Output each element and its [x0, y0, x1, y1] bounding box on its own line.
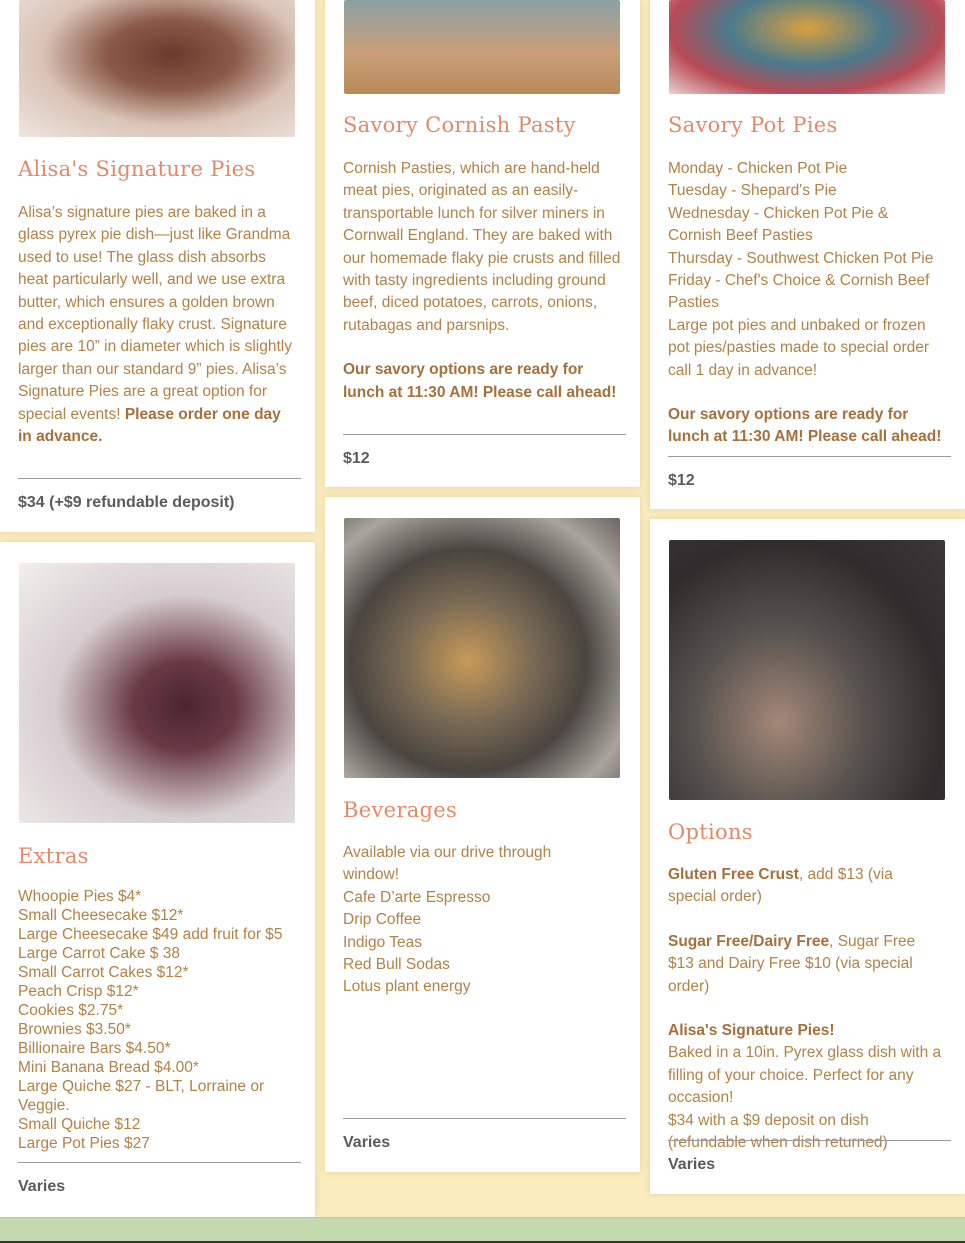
list-item: Mini Banana Bread $4.00*	[18, 1059, 199, 1076]
list-item: Brownies $3.50*	[18, 1021, 131, 1038]
divider	[343, 1118, 626, 1119]
price: Varies	[343, 1134, 391, 1151]
card-title: Beverages	[343, 798, 458, 822]
list-item: Cookies $2.75*	[18, 1002, 124, 1019]
signature-pie-image	[19, 0, 295, 137]
schedule-monday: Monday - Chicken Pot Pie	[668, 160, 848, 177]
signature-pies-detail: Baked in a 10in. Pyrex glass dish with a filling of your choice. Perfect for any occasion!	[668, 1044, 942, 1107]
signature-pies-label: Alisa's Signature Pies!	[668, 1022, 835, 1040]
price: Varies	[18, 1178, 66, 1195]
list-item: Drip Coffee	[343, 911, 422, 929]
card-title: Savory Pot Pies	[668, 113, 838, 137]
card-title: Alisa's Signature Pies	[18, 157, 256, 181]
card-title: Extras	[18, 844, 89, 868]
list-item: Billionaire Bars $4.50*	[18, 1040, 171, 1057]
list-item: Small Cheesecake $12*	[18, 907, 184, 924]
options-text	[668, 864, 943, 1154]
price: Varies	[668, 1156, 716, 1173]
signature-pies-deposit: $34 with a $9 deposit on dish (refundable when dish returned)	[668, 1111, 888, 1152]
footer-bar	[0, 1217, 965, 1243]
options-image	[669, 540, 945, 800]
menu-card-pot-pies	[650, 0, 965, 509]
list-item: Large Quiche $27 - BLT, Lorraine or Veggie.	[18, 1078, 265, 1114]
menu-card-cornish-pasty	[325, 0, 640, 487]
menu-card-extras	[0, 542, 315, 1217]
list-item: Whoopie Pies $4*	[18, 888, 142, 905]
list-item: Indigo Teas	[343, 933, 422, 951]
cornish-pasty-image	[344, 0, 620, 94]
list-item: Small Carrot Cakes $12*	[18, 964, 189, 981]
lunch-note: Our savory options are ready for lunch at 11:30 AM! Please call ahead!	[668, 406, 942, 446]
card-description	[18, 202, 293, 448]
extras-image	[19, 563, 295, 823]
beverages-list	[343, 842, 588, 999]
beverages-image	[344, 518, 620, 778]
card-description	[668, 158, 943, 449]
drive-through-note: Available via our drive through window!	[343, 844, 552, 884]
list-item: Large Carrot Cake $ 38	[18, 945, 180, 962]
sugar-free-detail: , Sugar Free $13 and Dairy Free $10 (via special order)	[668, 932, 916, 995]
schedule-tuesday: Tuesday - Shepard's Pie	[668, 182, 837, 200]
menu-card-beverages	[325, 497, 640, 1172]
gluten-free-option	[668, 864, 943, 909]
list-item: Large Cheesecake $49 add fruit for $5	[18, 926, 283, 943]
divider	[18, 478, 301, 479]
list-item: Large Pot Pies $27	[18, 1135, 150, 1152]
extras-list	[18, 887, 293, 1153]
divider	[668, 456, 951, 457]
price: $34 (+$9 refundable deposit)	[18, 494, 235, 511]
divider	[668, 1140, 951, 1141]
pot-pie-image	[669, 0, 945, 94]
gluten-free-label: Gluten Free Crust	[668, 866, 799, 883]
price: $12	[343, 450, 370, 467]
schedule-friday: Friday - Chef's Choice & Cornish Beef Pasties	[668, 272, 930, 312]
card-title: Options	[668, 820, 753, 844]
list-item: Cafe D’arte Espresso	[343, 888, 491, 906]
special-order-note: Large pot pies and unbaked or frozen pot pies/pasties made to special order call 1 day in advance!	[668, 316, 930, 379]
sugar-free-label: Sugar Free/Dairy Free	[668, 932, 830, 950]
menu-card-signature-pies	[0, 0, 315, 532]
schedule-wednesday: Wednesday - Chicken Pot Pie & Cornish Beef Pasties	[668, 204, 889, 245]
list-item: Lotus plant energy	[343, 978, 471, 996]
divider	[18, 1162, 301, 1163]
list-item: Peach Crisp $12*	[18, 983, 139, 1000]
list-item: Small Quiche $12	[18, 1116, 141, 1133]
list-item: Red Bull Sodas	[343, 956, 450, 974]
card-title: Savory Cornish Pasty	[343, 113, 576, 137]
divider	[343, 434, 626, 435]
schedule-thursday: Thursday - Southwest Chicken Pot Pie	[668, 249, 934, 267]
menu-card-options	[650, 519, 965, 1194]
description-text: Cornish Pasties, which are hand-held meat pies, originated as an easily-transportable lunch for silver miners in Cornwall England. They are baked with our homemade flaky pie crusts and filled with tasty ingredients including ground beef, diced potatoes, carrots, onions, rutabagas and parsnips.	[343, 160, 621, 334]
lunch-note: Our savory options are ready for lunch at 11:30 AM! Please call ahead!	[343, 361, 617, 401]
order-note: Please order one day in advance.	[18, 405, 281, 446]
price: $12	[668, 472, 695, 489]
card-description	[343, 158, 621, 404]
sugar-free-option	[668, 931, 943, 998]
description-text: Alisa’s signature pies are baked in a glass pyrex pie dish—just like Grandma used to use! The glass dish absorbs heat particularly well, and we use extra butter, which ensures a golden brown and exceptionally flaky crust. Signature pies are 10” in diameter which is slightly larger than our standard 9” pies. Alisa’s Signature Pies are a great option for special events!	[18, 204, 292, 423]
gluten-free-detail: , add $13 (via special order)	[668, 866, 893, 906]
